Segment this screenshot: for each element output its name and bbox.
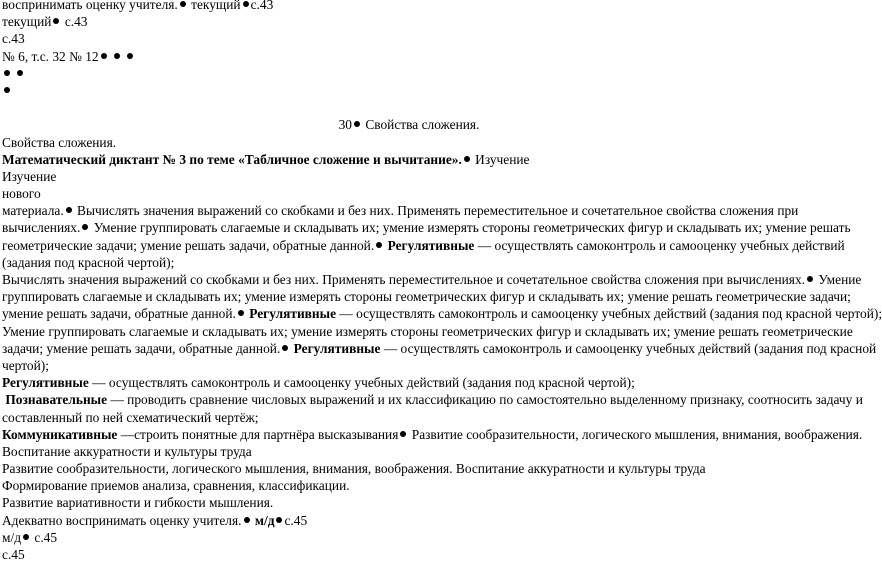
line-text: м/д: [2, 529, 22, 545]
text-line: [2, 271, 862, 288]
line-text: — осуществлять самоконтроль и самооценку учебных действий (задания под красной чертой);: [339, 306, 882, 322]
text-line: [2, 477, 810, 494]
text-line: [2, 185, 810, 202]
text-line: [2, 409, 810, 426]
line-text: — проводить сравнение числовых выражений и их классификацию по самостоятельно выделенному признаку, соотносить задачу и: [110, 392, 863, 408]
bullet-icon: [276, 517, 282, 523]
line-text: составленный по ней схематический чертёж;: [2, 409, 259, 425]
bullet-icon: [354, 121, 360, 127]
bullet-icon: [243, 1, 249, 7]
bullet-icon: [4, 87, 10, 93]
text-line: [2, 391, 863, 408]
text-line: [2, 529, 810, 546]
bullet-icon: [282, 345, 288, 351]
line-text: Вычислять значения выражений со скобками и без них. Применять переместительное и сочетательное свойства сложения при вычислениях.: [2, 272, 805, 287]
line-text: текущий: [2, 14, 52, 30]
regulative-label: Регулятивные: [2, 375, 89, 391]
text-line: [2, 323, 853, 340]
blank-line: [2, 99, 810, 116]
dictation-title: Математический диктант № 3 по теме «Табличное сложение и вычитание».: [2, 151, 462, 167]
bullet-icon: [127, 53, 133, 59]
line-text: Умение группировать слагаемые и складывать их; умение измерять стороны геометрических фигур и складывать их; умение решать: [93, 220, 851, 236]
section-heading: [2, 116, 810, 133]
bullet-icon: [82, 224, 88, 230]
line-text: Развитие сообразительности, логического мышления, внимания, воображения. Воспитание аккуратности и культуры труда: [2, 461, 706, 477]
line-text: с.45: [2, 547, 25, 562]
line-text: задачи; умение решать задачи, обратные данной.: [2, 340, 281, 356]
text-line: [2, 202, 810, 219]
text-line: [2, 512, 810, 529]
text-line: [2, 151, 810, 168]
line-text: воспринимать оценку учителя.: [2, 0, 178, 12]
line-text: Адекватно воспринимать оценку учителя.: [2, 512, 242, 528]
line-text: Изучение: [2, 168, 57, 184]
line-text-bold: м/д: [254, 512, 275, 528]
text-line: [2, 305, 882, 322]
text-line: [2, 134, 810, 151]
text-line: [2, 168, 810, 185]
cognitive-label: Познавательные: [5, 392, 108, 408]
line-text: умение решать задачи, обратные данной.: [2, 306, 236, 322]
line-text: геометрические задачи; умение решать задачи, обратные данной.: [2, 237, 375, 253]
line-text: с.43: [2, 31, 25, 47]
text-line: [2, 219, 851, 236]
line-text: с.43: [64, 14, 88, 30]
line-text: вычислениях.: [2, 220, 81, 236]
text-line: [2, 288, 851, 305]
text-line: [2, 340, 877, 357]
lesson-topic: Свойства сложения.: [365, 117, 480, 133]
line-text: Вычислять значения выражений со скобками и без них. Применять переместительное и сочетательное свойства сложения при: [77, 203, 799, 219]
line-text: № 6, т.с. 32 № 12: [2, 48, 99, 64]
text-line: [2, 443, 810, 460]
bullet-icon: [238, 310, 244, 316]
line-text: —строить понятные для партнёра высказывания: [120, 426, 399, 442]
bullet-icon: [66, 207, 72, 213]
bullet-icon: [180, 1, 186, 7]
lesson-number: 30: [338, 117, 352, 133]
text-line: [2, 357, 810, 374]
line-text: Развитие сообразительности, логического мышления, внимания, воображения.: [411, 426, 863, 442]
text-line: [2, 65, 810, 82]
regulative-label: Регулятивные: [387, 237, 475, 253]
text-line: [2, 48, 810, 65]
bullet-icon: [807, 276, 813, 282]
text-line: [2, 82, 810, 99]
line-text: Свойства сложения.: [2, 134, 117, 150]
text-line: [2, 30, 810, 47]
line-text: Изучение: [475, 151, 530, 167]
line-text: (задания под красной чертой);: [2, 254, 175, 270]
bullet-icon: [23, 534, 29, 540]
line-text: — осуществлять самоконтроль и самооценку учебных действий: [477, 237, 845, 253]
bullet-icon: [53, 18, 59, 24]
bullet-icon: [400, 431, 406, 437]
line-text: Воспитание аккуратности и культуры труда: [2, 443, 252, 459]
bullet-icon: [376, 242, 382, 248]
line-text: материала.: [2, 203, 64, 219]
line-text: Развитие вариативности и гибкости мышления.: [2, 495, 274, 511]
text-line: [2, 374, 810, 391]
bullet-icon: [101, 53, 107, 59]
text-line: [2, 426, 863, 443]
bullet-icon: [464, 156, 470, 162]
line-text: с.45: [34, 529, 58, 545]
line-text: — осуществлять самоконтроль и самооценку учебных действий (задания под красной: [383, 340, 877, 356]
line-text: Умение группировать слагаемые и складывать их; умение измерять стороны геометрических фигур и складывать их; умение решать геометрические: [2, 323, 853, 339]
bullet-icon: [114, 53, 120, 59]
text-line: [2, 237, 845, 254]
bullet-icon: [244, 517, 250, 523]
line-text: — осуществлять самоконтроль и самооценку учебных действий (задания под красной чертой);: [92, 375, 635, 391]
text-line: [2, 0, 810, 13]
text-line: [2, 13, 810, 30]
line-text: чертой);: [2, 357, 49, 373]
regulative-label: Регулятивные: [249, 306, 337, 322]
communicative-label: Коммуникативные: [2, 426, 118, 442]
line-text: группировать слагаемые и складывать их; умение измерять стороны геометрических фигур и складывать их; умение решать геометрические задачи;: [2, 289, 851, 305]
bullet-icon: [17, 70, 23, 76]
text-line: [2, 254, 810, 271]
line-text: текущий: [191, 0, 241, 12]
document-page: [2, 0, 882, 563]
line-text: с.45: [284, 512, 308, 528]
line-text: с.43: [250, 0, 274, 12]
line-text: Формирование приемов анализа, сравнения, классификации.: [2, 478, 350, 494]
line-text: Умение: [818, 272, 862, 287]
text-line: [2, 494, 810, 511]
bullet-icon: [4, 70, 10, 76]
line-text: нового: [2, 186, 41, 202]
regulative-label: Регулятивные: [293, 340, 381, 356]
text-line: [2, 546, 810, 563]
text-line: [2, 460, 810, 477]
